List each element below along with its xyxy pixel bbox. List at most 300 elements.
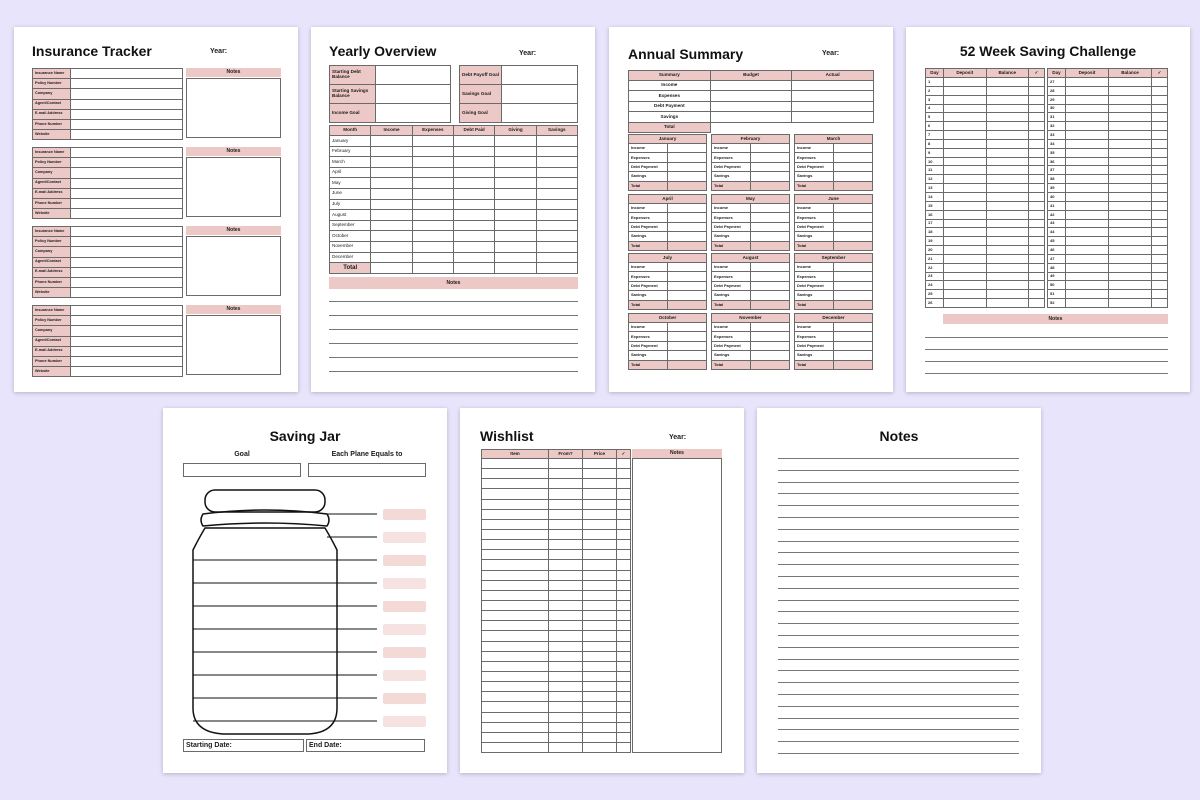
- goal-field[interactable]: [502, 66, 578, 85]
- annual-month-cell[interactable]: [834, 291, 873, 300]
- challenge-cell[interactable]: [1152, 113, 1168, 122]
- wishlist-cell[interactable]: [617, 641, 631, 651]
- wishlist-cell[interactable]: [549, 600, 583, 610]
- wishlist-cell[interactable]: [583, 712, 617, 722]
- challenge-cell[interactable]: [944, 104, 987, 113]
- wishlist-cell[interactable]: [482, 722, 549, 732]
- jar-amount-box[interactable]: [383, 647, 426, 658]
- challenge-cell[interactable]: [1109, 95, 1152, 104]
- challenge-cell[interactable]: [944, 192, 987, 201]
- challenge-cell[interactable]: [1152, 184, 1168, 193]
- annual-month-cell[interactable]: [751, 153, 790, 162]
- annual-month-cell[interactable]: [751, 360, 790, 369]
- challenge-cell[interactable]: [1109, 219, 1152, 228]
- yearly-cell[interactable]: [412, 199, 453, 210]
- wishlist-cell[interactable]: [583, 590, 617, 600]
- challenge-cell[interactable]: [1152, 219, 1168, 228]
- wishlist-cell[interactable]: [482, 469, 549, 479]
- challenge-cell[interactable]: [1029, 113, 1045, 122]
- wishlist-cell[interactable]: [617, 590, 631, 600]
- wishlist-cell[interactable]: [549, 469, 583, 479]
- wishlist-cell[interactable]: [482, 580, 549, 590]
- wishlist-cell[interactable]: [583, 682, 617, 692]
- wishlist-cell[interactable]: [549, 540, 583, 550]
- annual-month-cell[interactable]: [751, 281, 790, 290]
- challenge-cell[interactable]: [1029, 254, 1045, 263]
- wishlist-cell[interactable]: [482, 682, 549, 692]
- wishlist-cell[interactable]: [617, 732, 631, 742]
- annual-month-cell[interactable]: [668, 172, 707, 181]
- jar-goal-field[interactable]: [183, 463, 301, 477]
- yearly-cell[interactable]: [412, 136, 453, 147]
- insurance-field-input[interactable]: [71, 277, 183, 287]
- challenge-cell[interactable]: [1029, 228, 1045, 237]
- challenge-cell[interactable]: [1109, 175, 1152, 184]
- challenge-cell[interactable]: [1109, 246, 1152, 255]
- challenge-cell[interactable]: [1066, 175, 1109, 184]
- challenge-cell[interactable]: [944, 254, 987, 263]
- challenge-cell[interactable]: [1029, 263, 1045, 272]
- wishlist-cell[interactable]: [583, 509, 617, 519]
- challenge-cell[interactable]: [944, 184, 987, 193]
- yearly-cell[interactable]: [536, 136, 577, 147]
- insurance-field-input[interactable]: [71, 237, 183, 247]
- annual-month-cell[interactable]: [668, 300, 707, 309]
- wishlist-cell[interactable]: [583, 621, 617, 631]
- wishlist-cell[interactable]: [617, 722, 631, 732]
- insurance-field-input[interactable]: [71, 188, 183, 198]
- jar-amount-box[interactable]: [383, 532, 426, 543]
- annual-month-cell[interactable]: [834, 300, 873, 309]
- yearly-cell[interactable]: [536, 241, 577, 252]
- challenge-cell[interactable]: [1066, 299, 1109, 308]
- challenge-cell[interactable]: [1109, 281, 1152, 290]
- yearly-cell[interactable]: [412, 188, 453, 199]
- yearly-cell[interactable]: [412, 210, 453, 221]
- challenge-cell[interactable]: [944, 228, 987, 237]
- annual-cell[interactable]: [710, 101, 792, 111]
- yearly-cell[interactable]: [536, 231, 577, 242]
- annual-month-cell[interactable]: [668, 291, 707, 300]
- wishlist-cell[interactable]: [482, 560, 549, 570]
- wishlist-cell[interactable]: [583, 479, 617, 489]
- challenge-cell[interactable]: [1109, 148, 1152, 157]
- insurance-field-input[interactable]: [71, 288, 183, 298]
- annual-month-cell[interactable]: [834, 281, 873, 290]
- wishlist-cell[interactable]: [583, 722, 617, 732]
- wishlist-cell[interactable]: [617, 580, 631, 590]
- wishlist-cell[interactable]: [617, 550, 631, 560]
- yearly-cell[interactable]: [412, 241, 453, 252]
- challenge-cell[interactable]: [1029, 299, 1045, 308]
- annual-month-cell[interactable]: [834, 241, 873, 250]
- challenge-cell[interactable]: [944, 131, 987, 140]
- challenge-cell[interactable]: [1066, 281, 1109, 290]
- challenge-cell[interactable]: [1066, 86, 1109, 95]
- annual-month-cell[interactable]: [751, 162, 790, 171]
- challenge-cell[interactable]: [1109, 201, 1152, 210]
- insurance-field-input[interactable]: [71, 227, 183, 237]
- yearly-cell[interactable]: [453, 167, 494, 178]
- challenge-cell[interactable]: [1109, 254, 1152, 263]
- annual-month-cell[interactable]: [834, 153, 873, 162]
- wishlist-cell[interactable]: [583, 631, 617, 641]
- wishlist-cell[interactable]: [482, 641, 549, 651]
- challenge-cell[interactable]: [944, 210, 987, 219]
- annual-month-cell[interactable]: [668, 222, 707, 231]
- annual-month-cell[interactable]: [834, 204, 873, 213]
- annual-month-cell[interactable]: [668, 341, 707, 350]
- challenge-cell[interactable]: [1066, 157, 1109, 166]
- wishlist-cell[interactable]: [617, 600, 631, 610]
- wishlist-cell[interactable]: [617, 509, 631, 519]
- jar-amount-box[interactable]: [383, 578, 426, 589]
- wishlist-cell[interactable]: [482, 742, 549, 752]
- annual-month-cell[interactable]: [751, 232, 790, 241]
- challenge-cell[interactable]: [986, 131, 1029, 140]
- challenge-cell[interactable]: [1029, 281, 1045, 290]
- yearly-cell[interactable]: [495, 167, 536, 178]
- annual-month-cell[interactable]: [834, 232, 873, 241]
- annual-month-cell[interactable]: [668, 204, 707, 213]
- challenge-cell[interactable]: [944, 290, 987, 299]
- yearly-cell[interactable]: [453, 136, 494, 147]
- challenge-cell[interactable]: [1066, 95, 1109, 104]
- wishlist-cell[interactable]: [482, 651, 549, 661]
- insurance-field-input[interactable]: [71, 356, 183, 366]
- challenge-cell[interactable]: [1152, 86, 1168, 95]
- challenge-cell[interactable]: [1109, 228, 1152, 237]
- insurance-field-input[interactable]: [71, 69, 183, 79]
- annual-cell[interactable]: [710, 112, 792, 122]
- wishlist-cell[interactable]: [583, 742, 617, 752]
- wishlist-cell[interactable]: [482, 712, 549, 722]
- wishlist-cell[interactable]: [482, 732, 549, 742]
- jar-amount-box[interactable]: [383, 509, 426, 520]
- wishlist-cell[interactable]: [549, 479, 583, 489]
- challenge-cell[interactable]: [986, 290, 1029, 299]
- annual-month-cell[interactable]: [668, 351, 707, 360]
- challenge-cell[interactable]: [1029, 139, 1045, 148]
- jar-amount-box[interactable]: [383, 601, 426, 612]
- wishlist-cell[interactable]: [482, 600, 549, 610]
- wishlist-cell[interactable]: [583, 671, 617, 681]
- goal-field[interactable]: [376, 85, 451, 104]
- challenge-cell[interactable]: [986, 166, 1029, 175]
- challenge-cell[interactable]: [1029, 210, 1045, 219]
- yearly-cell[interactable]: [453, 178, 494, 189]
- challenge-cell[interactable]: [1152, 78, 1168, 87]
- challenge-cell[interactable]: [986, 113, 1029, 122]
- yearly-cell[interactable]: [371, 167, 412, 178]
- annual-cell[interactable]: [792, 122, 874, 132]
- challenge-cell[interactable]: [1152, 272, 1168, 281]
- annual-month-cell[interactable]: [751, 213, 790, 222]
- annual-cell[interactable]: [710, 81, 792, 91]
- challenge-cell[interactable]: [944, 157, 987, 166]
- wishlist-cell[interactable]: [583, 600, 617, 610]
- wishlist-cell[interactable]: [583, 702, 617, 712]
- wishlist-cell[interactable]: [482, 519, 549, 529]
- wishlist-cell[interactable]: [549, 732, 583, 742]
- challenge-cell[interactable]: [1029, 219, 1045, 228]
- challenge-cell[interactable]: [986, 95, 1029, 104]
- challenge-cell[interactable]: [944, 175, 987, 184]
- wishlist-cell[interactable]: [482, 550, 549, 560]
- yearly-cell[interactable]: [453, 220, 494, 231]
- challenge-cell[interactable]: [986, 219, 1029, 228]
- challenge-cell[interactable]: [1029, 175, 1045, 184]
- annual-month-cell[interactable]: [668, 360, 707, 369]
- insurance-field-input[interactable]: [71, 109, 183, 119]
- challenge-cell[interactable]: [1029, 78, 1045, 87]
- challenge-cell[interactable]: [1066, 166, 1109, 175]
- wishlist-cell[interactable]: [549, 580, 583, 590]
- insurance-field-input[interactable]: [71, 326, 183, 336]
- wishlist-cell[interactable]: [549, 641, 583, 651]
- challenge-cell[interactable]: [1152, 281, 1168, 290]
- challenge-cell[interactable]: [986, 175, 1029, 184]
- challenge-cell[interactable]: [1029, 157, 1045, 166]
- annual-month-cell[interactable]: [751, 241, 790, 250]
- wishlist-cell[interactable]: [549, 671, 583, 681]
- yearly-cell[interactable]: [371, 146, 412, 157]
- wishlist-cell[interactable]: [482, 570, 549, 580]
- goal-field[interactable]: [376, 104, 451, 123]
- yearly-cell[interactable]: [371, 157, 412, 168]
- annual-month-cell[interactable]: [751, 272, 790, 281]
- challenge-cell[interactable]: [1029, 290, 1045, 299]
- annual-month-cell[interactable]: [751, 263, 790, 272]
- jar-amount-box[interactable]: [383, 670, 426, 681]
- challenge-cell[interactable]: [1109, 86, 1152, 95]
- wishlist-cell[interactable]: [482, 499, 549, 509]
- wishlist-cell[interactable]: [617, 712, 631, 722]
- challenge-cell[interactable]: [986, 139, 1029, 148]
- wishlist-cell[interactable]: [617, 621, 631, 631]
- challenge-cell[interactable]: [944, 122, 987, 131]
- insurance-field-input[interactable]: [71, 148, 183, 158]
- challenge-cell[interactable]: [1152, 290, 1168, 299]
- wishlist-cell[interactable]: [482, 479, 549, 489]
- challenge-cell[interactable]: [986, 228, 1029, 237]
- wishlist-cell[interactable]: [583, 540, 617, 550]
- challenge-cell[interactable]: [1152, 237, 1168, 246]
- goal-field[interactable]: [502, 104, 578, 123]
- goal-field[interactable]: [502, 85, 578, 104]
- annual-month-cell[interactable]: [668, 323, 707, 332]
- challenge-cell[interactable]: [1029, 166, 1045, 175]
- annual-month-cell[interactable]: [751, 351, 790, 360]
- jar-each-field[interactable]: [308, 463, 426, 477]
- wishlist-cell[interactable]: [482, 702, 549, 712]
- challenge-cell[interactable]: [986, 122, 1029, 131]
- wishlist-cell[interactable]: [617, 499, 631, 509]
- wishlist-cell[interactable]: [549, 692, 583, 702]
- challenge-cell[interactable]: [1066, 210, 1109, 219]
- challenge-cell[interactable]: [986, 281, 1029, 290]
- wishlist-cell[interactable]: [549, 651, 583, 661]
- annual-month-cell[interactable]: [834, 360, 873, 369]
- yearly-cell[interactable]: [495, 210, 536, 221]
- insurance-field-input[interactable]: [71, 99, 183, 109]
- challenge-cell[interactable]: [986, 210, 1029, 219]
- challenge-cell[interactable]: [944, 95, 987, 104]
- yearly-cell[interactable]: [453, 252, 494, 263]
- challenge-cell[interactable]: [986, 157, 1029, 166]
- challenge-cell[interactable]: [1029, 184, 1045, 193]
- challenge-cell[interactable]: [1066, 254, 1109, 263]
- challenge-cell[interactable]: [944, 86, 987, 95]
- challenge-cell[interactable]: [1109, 157, 1152, 166]
- wishlist-cell[interactable]: [482, 661, 549, 671]
- yearly-cell[interactable]: [412, 252, 453, 263]
- insurance-notes-box[interactable]: [186, 236, 281, 296]
- challenge-cell[interactable]: [1109, 104, 1152, 113]
- challenge-cell[interactable]: [1109, 237, 1152, 246]
- wishlist-cell[interactable]: [617, 611, 631, 621]
- challenge-cell[interactable]: [1066, 113, 1109, 122]
- yearly-cell[interactable]: [412, 220, 453, 231]
- yearly-cell[interactable]: [536, 167, 577, 178]
- wishlist-cell[interactable]: [617, 570, 631, 580]
- annual-month-cell[interactable]: [751, 181, 790, 190]
- insurance-field-input[interactable]: [71, 158, 183, 168]
- annual-month-cell[interactable]: [668, 232, 707, 241]
- annual-month-cell[interactable]: [751, 300, 790, 309]
- challenge-cell[interactable]: [1109, 210, 1152, 219]
- challenge-cell[interactable]: [986, 104, 1029, 113]
- yearly-cell[interactable]: [536, 199, 577, 210]
- wishlist-cell[interactable]: [549, 702, 583, 712]
- challenge-cell[interactable]: [944, 139, 987, 148]
- wishlist-cell[interactable]: [549, 550, 583, 560]
- yearly-cell[interactable]: [536, 188, 577, 199]
- annual-month-cell[interactable]: [751, 222, 790, 231]
- wishlist-cell[interactable]: [583, 661, 617, 671]
- challenge-cell[interactable]: [1109, 290, 1152, 299]
- annual-cell[interactable]: [792, 101, 874, 111]
- insurance-field-input[interactable]: [71, 257, 183, 267]
- wishlist-cell[interactable]: [583, 499, 617, 509]
- insurance-notes-box[interactable]: [186, 315, 281, 375]
- yearly-cell[interactable]: [412, 146, 453, 157]
- wishlist-cell[interactable]: [617, 479, 631, 489]
- annual-month-cell[interactable]: [834, 181, 873, 190]
- wishlist-cell[interactable]: [482, 590, 549, 600]
- yearly-cell[interactable]: [495, 231, 536, 242]
- challenge-cell[interactable]: [1066, 78, 1109, 87]
- insurance-notes-box[interactable]: [186, 78, 281, 138]
- insurance-field-input[interactable]: [71, 79, 183, 89]
- challenge-cell[interactable]: [986, 192, 1029, 201]
- challenge-cell[interactable]: [1029, 246, 1045, 255]
- yearly-cell[interactable]: [495, 178, 536, 189]
- wishlist-cell[interactable]: [549, 519, 583, 529]
- challenge-cell[interactable]: [986, 201, 1029, 210]
- yearly-cell[interactable]: [412, 167, 453, 178]
- challenge-cell[interactable]: [1109, 192, 1152, 201]
- challenge-cell[interactable]: [1152, 139, 1168, 148]
- wishlist-cell[interactable]: [549, 570, 583, 580]
- challenge-cell[interactable]: [1066, 237, 1109, 246]
- wishlist-cell[interactable]: [549, 742, 583, 752]
- annual-month-cell[interactable]: [668, 153, 707, 162]
- challenge-cell[interactable]: [1152, 175, 1168, 184]
- insurance-field-input[interactable]: [71, 316, 183, 326]
- annual-cell[interactable]: [792, 112, 874, 122]
- annual-cell[interactable]: [710, 91, 792, 101]
- challenge-cell[interactable]: [1029, 122, 1045, 131]
- challenge-cell[interactable]: [944, 148, 987, 157]
- challenge-cell[interactable]: [1109, 113, 1152, 122]
- wishlist-cell[interactable]: [549, 682, 583, 692]
- wishlist-cell[interactable]: [583, 550, 617, 560]
- insurance-field-input[interactable]: [71, 346, 183, 356]
- challenge-cell[interactable]: [1029, 86, 1045, 95]
- challenge-cell[interactable]: [1109, 272, 1152, 281]
- yearly-cell[interactable]: [412, 178, 453, 189]
- insurance-field-input[interactable]: [71, 306, 183, 316]
- wishlist-cell[interactable]: [583, 732, 617, 742]
- challenge-cell[interactable]: [1109, 139, 1152, 148]
- annual-cell[interactable]: [792, 91, 874, 101]
- challenge-cell[interactable]: [1152, 246, 1168, 255]
- challenge-cell[interactable]: [1152, 131, 1168, 140]
- challenge-cell[interactable]: [944, 166, 987, 175]
- wishlist-notes-box[interactable]: [632, 458, 722, 753]
- wishlist-cell[interactable]: [549, 712, 583, 722]
- yearly-cell[interactable]: [412, 231, 453, 242]
- challenge-cell[interactable]: [944, 272, 987, 281]
- yearly-cell[interactable]: [453, 188, 494, 199]
- challenge-cell[interactable]: [1066, 148, 1109, 157]
- challenge-cell[interactable]: [986, 237, 1029, 246]
- yearly-cell[interactable]: [495, 157, 536, 168]
- wishlist-cell[interactable]: [617, 560, 631, 570]
- yearly-cell[interactable]: [371, 252, 412, 263]
- yearly-cell[interactable]: [371, 220, 412, 231]
- challenge-cell[interactable]: [1066, 139, 1109, 148]
- yearly-cell[interactable]: [536, 157, 577, 168]
- challenge-cell[interactable]: [1029, 201, 1045, 210]
- yearly-cell[interactable]: [371, 136, 412, 147]
- wishlist-cell[interactable]: [482, 671, 549, 681]
- wishlist-cell[interactable]: [583, 469, 617, 479]
- insurance-notes-box[interactable]: [186, 157, 281, 217]
- challenge-cell[interactable]: [1066, 184, 1109, 193]
- wishlist-cell[interactable]: [617, 459, 631, 469]
- yearly-cell[interactable]: [495, 136, 536, 147]
- insurance-field-input[interactable]: [71, 119, 183, 129]
- wishlist-cell[interactable]: [482, 611, 549, 621]
- yearly-cell[interactable]: [453, 241, 494, 252]
- yearly-cell[interactable]: [453, 199, 494, 210]
- insurance-field-input[interactable]: [71, 198, 183, 208]
- challenge-cell[interactable]: [1029, 272, 1045, 281]
- annual-month-cell[interactable]: [834, 162, 873, 171]
- challenge-cell[interactable]: [1109, 122, 1152, 131]
- annual-month-cell[interactable]: [751, 332, 790, 341]
- annual-month-cell[interactable]: [668, 213, 707, 222]
- insurance-field-input[interactable]: [71, 267, 183, 277]
- wishlist-cell[interactable]: [583, 580, 617, 590]
- wishlist-cell[interactable]: [583, 651, 617, 661]
- challenge-cell[interactable]: [986, 246, 1029, 255]
- wishlist-cell[interactable]: [549, 621, 583, 631]
- challenge-cell[interactable]: [986, 263, 1029, 272]
- annual-month-cell[interactable]: [668, 181, 707, 190]
